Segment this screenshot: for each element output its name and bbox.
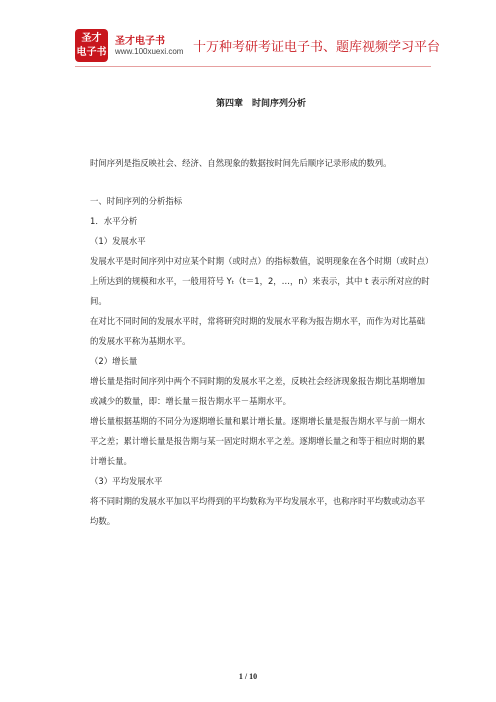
intro-paragraph: 时间序列是指反映社会、经济、自然现象的数据按时间先后顺序记录形成的数列。 [90, 158, 392, 168]
subsection-heading: 1．水平分析 [90, 216, 138, 226]
logo-text-bottom: 电子书 [76, 46, 107, 58]
paragraph-report-period: 在对比不同时间的发展水平时，常将研究时期的发展水平称为报告期水平，而作为对比基础的发展水平称为基期水平。 [90, 316, 425, 346]
paragraph-development-level: 发展水平是时间序列中对应某个时期（或时点）的指标数值，说明现象在各个时期（或时点）上所达到的规模和水平，一般用符号 Yₜ（t＝1，2，…，n）来表示，其中 t 表示所对应的时间。 [90, 256, 430, 306]
page-header [75, 27, 441, 63]
brand-logo [75, 29, 108, 62]
item-heading-development-level: （1）发展水平 [90, 236, 146, 246]
document-body [90, 96, 432, 531]
chapter-title: 第四章 时间序列分析 [215, 99, 306, 109]
paragraph-growth-types: 增长量根据基期的不同分为逐期增长量和累计增长量。逐期增长量是报告期水平与前一期水平之差；累计增长量是报告期与某一固定时期水平之差。逐期增长量之和等于相应时期的累计增长量。 [90, 416, 425, 466]
item-heading-average-level: （3）平均发展水平 [90, 476, 163, 486]
brand-url: www.100xuexi.com [115, 47, 184, 56]
page-number: 1 / 10 [238, 672, 258, 681]
section-heading: 一、时间序列的分析指标 [90, 196, 183, 206]
item-heading-growth: （2）增长量 [90, 356, 138, 366]
logo-text-top: 圣才 [81, 32, 102, 44]
paragraph-average-level: 将不同时期的发展水平加以平均得到的平均数称为平均发展水平，也称序时平均数或动态平均数。 [90, 496, 425, 526]
header-slogan: 十万种考研考证电子书、题库视频学习平台 [193, 40, 441, 55]
brand-name: 圣才电子书 [115, 36, 165, 47]
paragraph-growth: 增长量是指时间序列中两个不同时期的发展水平之差，反映社会经济现象报告期比基期增加或减少的数量，即：增长量＝报告期水平－基期水平。 [90, 376, 425, 406]
header-divider [75, 66, 431, 67]
